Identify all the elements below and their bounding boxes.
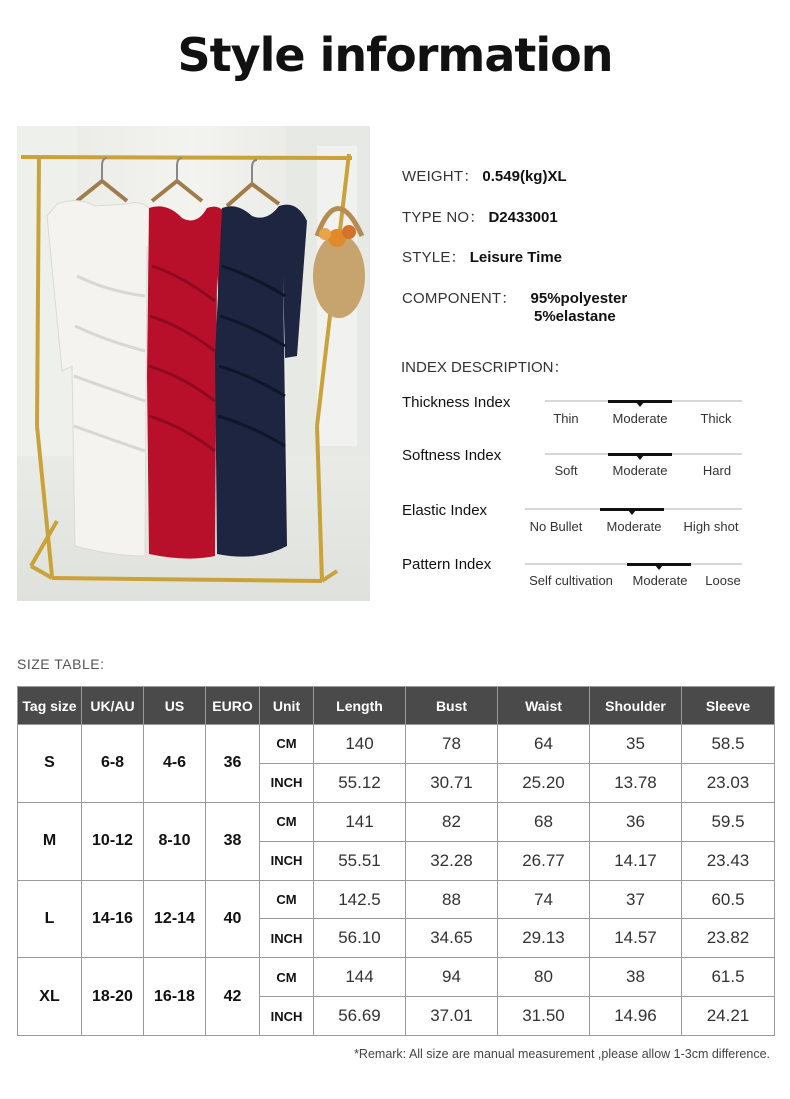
uk-au-cell: 14-16	[82, 880, 144, 958]
index-label: Thickness Index	[402, 394, 511, 411]
uk-au-cell: 18-20	[82, 958, 144, 1036]
tag-size-cell: S	[18, 725, 82, 803]
shoulder-cell: 37	[590, 880, 682, 919]
shoulder-cell: 14.96	[590, 997, 682, 1036]
euro-cell: 36	[206, 725, 260, 803]
waist-cell: 68	[498, 802, 590, 841]
tag-size-cell: L	[18, 880, 82, 958]
index-pointer-icon	[636, 402, 644, 407]
bust-cell: 94	[406, 958, 498, 997]
column-header: Tag size	[18, 687, 82, 725]
index-option: Moderate	[612, 463, 668, 478]
unit-cell: CM	[260, 802, 314, 841]
index-label: Softness Index	[402, 447, 502, 464]
us-cell: 4-6	[144, 725, 206, 803]
index-option: Hard	[702, 463, 732, 478]
table-row	[18, 802, 775, 841]
bust-cell: 32.28	[406, 841, 498, 880]
component-label: COMPONENT：	[402, 290, 517, 307]
index-option: Moderate	[606, 519, 662, 534]
index-option: Moderate	[612, 411, 668, 426]
shoulder-cell: 13.78	[590, 763, 682, 802]
weight-label: WEIGHT：	[402, 168, 479, 185]
waist-cell: 31.50	[498, 997, 590, 1036]
unit-cell: INCH	[260, 919, 314, 958]
sleeve-cell: 61.5	[682, 958, 775, 997]
us-cell: 12-14	[144, 880, 206, 958]
size-table	[17, 686, 775, 1036]
index-label: Elastic Index	[402, 502, 488, 519]
weight-line	[402, 165, 567, 186]
page-title: Style information	[177, 28, 613, 82]
column-header: EURO	[206, 687, 260, 725]
length-cell: 141	[314, 802, 406, 841]
type-line	[402, 206, 558, 227]
component-line	[402, 287, 627, 308]
length-cell: 142.5	[314, 880, 406, 919]
unit-cell: INCH	[260, 763, 314, 802]
index-label: Pattern Index	[402, 556, 492, 573]
us-cell: 8-10	[144, 802, 206, 880]
sleeve-cell: 23.43	[682, 841, 775, 880]
unit-cell: INCH	[260, 841, 314, 880]
table-row	[18, 880, 775, 919]
bust-cell: 30.71	[406, 763, 498, 802]
column-header: Waist	[498, 687, 590, 725]
sleeve-cell: 24.21	[682, 997, 775, 1036]
index-option: Loose	[705, 573, 741, 588]
tag-size-cell: M	[18, 802, 82, 880]
index-option: Thick	[700, 411, 732, 426]
bust-cell: 78	[406, 725, 498, 764]
column-header: US	[144, 687, 206, 725]
column-header: UK/AU	[82, 687, 144, 725]
waist-cell: 26.77	[498, 841, 590, 880]
type-value: D2433001	[488, 209, 558, 226]
column-header: Length	[314, 687, 406, 725]
column-header: Shoulder	[590, 687, 682, 725]
sleeve-cell: 59.5	[682, 802, 775, 841]
column-header: Bust	[406, 687, 498, 725]
sleeve-cell: 23.03	[682, 763, 775, 802]
component-value-1: 95%polyester	[530, 290, 628, 307]
length-cell: 55.51	[314, 841, 406, 880]
tag-size-cell: XL	[18, 958, 82, 1036]
length-cell: 144	[314, 958, 406, 997]
waist-cell: 29.13	[498, 919, 590, 958]
shoulder-cell: 14.17	[590, 841, 682, 880]
sleeve-cell: 23.82	[682, 919, 775, 958]
index-option: Thin	[553, 411, 579, 426]
unit-cell: CM	[260, 958, 314, 997]
uk-au-cell: 10-12	[82, 802, 144, 880]
type-label: TYPE NO：	[402, 209, 485, 226]
index-pointer-icon	[655, 565, 663, 570]
table-row	[18, 958, 775, 997]
waist-cell: 80	[498, 958, 590, 997]
weight-value: 0.549(kg)XL	[482, 168, 567, 185]
unit-cell: INCH	[260, 997, 314, 1036]
length-cell: 140	[314, 725, 406, 764]
component-value-2: 5%elastane	[534, 308, 616, 325]
column-header: Unit	[260, 687, 314, 725]
shoulder-cell: 38	[590, 958, 682, 997]
length-cell: 55.12	[314, 763, 406, 802]
waist-cell: 74	[498, 880, 590, 919]
style-label: STYLE：	[402, 249, 466, 266]
bust-cell: 34.65	[406, 919, 498, 958]
shoulder-cell: 36	[590, 802, 682, 841]
unit-cell: CM	[260, 725, 314, 764]
length-cell: 56.69	[314, 997, 406, 1036]
index-option: Moderate	[632, 573, 688, 588]
index-option: Self cultivation	[529, 573, 613, 588]
index-description-label: INDEX DESCRIPTION：	[401, 359, 569, 376]
unit-cell: CM	[260, 880, 314, 919]
index-option: No Bullet	[529, 519, 583, 534]
us-cell: 16-18	[144, 958, 206, 1036]
bust-cell: 82	[406, 802, 498, 841]
sleeve-cell: 58.5	[682, 725, 775, 764]
bust-cell: 88	[406, 880, 498, 919]
column-header: Sleeve	[682, 687, 775, 725]
table-header-row	[18, 687, 775, 725]
style-line	[402, 246, 562, 267]
length-cell: 56.10	[314, 919, 406, 958]
euro-cell: 38	[206, 802, 260, 880]
sleeve-cell: 60.5	[682, 880, 775, 919]
bust-cell: 37.01	[406, 997, 498, 1036]
uk-au-cell: 6-8	[82, 725, 144, 803]
euro-cell: 42	[206, 958, 260, 1036]
index-pointer-icon	[628, 510, 636, 515]
shoulder-cell: 14.57	[590, 919, 682, 958]
shoulder-cell: 35	[590, 725, 682, 764]
index-pointer-icon	[636, 455, 644, 460]
style-value: Leisure Time	[469, 249, 562, 266]
index-option: Soft	[554, 463, 578, 478]
index-option: High shot	[683, 519, 739, 534]
waist-cell: 25.20	[498, 763, 590, 802]
product-photo	[17, 126, 370, 601]
euro-cell: 40	[206, 880, 260, 958]
waist-cell: 64	[498, 725, 590, 764]
remark-note: *Remark: All size are manual measurement ,please allow 1-3cm difference.	[354, 1047, 770, 1061]
size-table-title: SIZE TABLE:	[17, 656, 105, 672]
table-row	[18, 725, 775, 764]
